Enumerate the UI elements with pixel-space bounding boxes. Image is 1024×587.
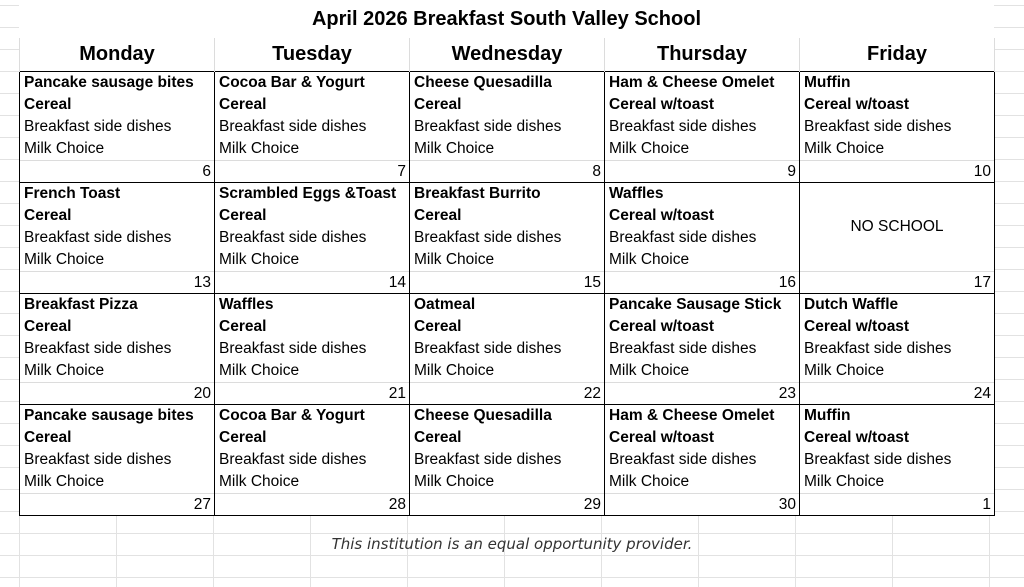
weekday-header-friday: Friday: [800, 38, 995, 72]
menu-sides: Breakfast side dishes: [804, 451, 952, 468]
menu-entree: Waffles: [219, 296, 274, 313]
menu-cereal: Cereal: [219, 318, 267, 335]
date-number: 13: [20, 271, 214, 293]
day-cell: [605, 405, 800, 516]
day-cell: [215, 183, 410, 294]
menu-entree: Cheese Quesadilla: [414, 407, 552, 424]
menu-cereal: Cereal: [219, 96, 267, 113]
weekday-header-wednesday: Wednesday: [410, 38, 605, 72]
menu-entree: Dutch Waffle: [804, 296, 899, 313]
date-number: 7: [215, 160, 409, 182]
menu-milk: Milk Choice: [414, 362, 495, 379]
date-number: 1: [800, 493, 994, 515]
menu-milk: Milk Choice: [609, 362, 690, 379]
date-number: 21: [215, 382, 409, 404]
no-school-note: NO SCHOOL: [850, 218, 944, 235]
menu-sides: Breakfast side dishes: [219, 451, 367, 468]
menu-entree: Pancake sausage bites: [24, 74, 194, 91]
menu-cereal: Cereal: [219, 429, 267, 446]
menu-sides: Breakfast side dishes: [414, 229, 562, 246]
date-number: 29: [410, 493, 604, 515]
day-cell: [215, 72, 410, 183]
day-cell: [20, 405, 215, 516]
date-number: 24: [800, 382, 994, 404]
date-number: 15: [410, 271, 604, 293]
menu-cereal: Cereal: [414, 207, 462, 224]
menu-entree: Breakfast Burrito: [414, 185, 541, 202]
menu-milk: Milk Choice: [804, 140, 885, 157]
week-row: [20, 294, 995, 405]
menu-milk: Milk Choice: [609, 140, 690, 157]
page-title: April 2026 Breakfast South Valley School: [19, 0, 994, 38]
menu-entree: Ham & Cheese Omelet: [609, 407, 775, 424]
day-cell: [20, 294, 215, 405]
day-cell: [410, 72, 605, 183]
menu-milk: Milk Choice: [414, 473, 495, 490]
menu-entree: Cocoa Bar & Yogurt: [219, 407, 365, 424]
menu-milk: Milk Choice: [219, 140, 300, 157]
day-cell: [410, 294, 605, 405]
day-cell: [800, 72, 995, 183]
menu-sides: Breakfast side dishes: [414, 340, 562, 357]
week-row: [20, 405, 995, 516]
menu-cereal: Cereal: [414, 96, 462, 113]
week-row: [20, 183, 995, 294]
menu-sides: Breakfast side dishes: [804, 340, 952, 357]
menu-sides: Breakfast side dishes: [219, 118, 367, 135]
menu-sides: Breakfast side dishes: [609, 229, 757, 246]
day-cell: [605, 294, 800, 405]
menu-milk: Milk Choice: [219, 362, 300, 379]
menu-sides: Breakfast side dishes: [609, 118, 757, 135]
date-number: 30: [605, 493, 799, 515]
date-number: 14: [215, 271, 409, 293]
day-cell: [20, 183, 215, 294]
menu-cereal: Cereal w/toast: [609, 207, 715, 224]
week-row: [20, 72, 995, 183]
menu-cereal: Cereal: [414, 318, 462, 335]
menu-sides: Breakfast side dishes: [414, 118, 562, 135]
date-number: 9: [605, 160, 799, 182]
menu-sides: Breakfast side dishes: [804, 118, 952, 135]
day-cell: [20, 72, 215, 183]
date-number: 22: [410, 382, 604, 404]
date-number: 23: [605, 382, 799, 404]
menu-milk: Milk Choice: [414, 251, 495, 268]
date-number: 10: [800, 160, 994, 182]
date-number: 6: [20, 160, 214, 182]
menu-entree: Waffles: [609, 185, 664, 202]
menu-sides: Breakfast side dishes: [24, 340, 172, 357]
menu-sides: Breakfast side dishes: [414, 451, 562, 468]
menu-milk: Milk Choice: [414, 140, 495, 157]
menu-milk: Milk Choice: [219, 473, 300, 490]
menu-cereal: Cereal w/toast: [804, 429, 910, 446]
menu-sides: Breakfast side dishes: [219, 229, 367, 246]
day-cell: [605, 183, 800, 294]
menu-cereal: Cereal: [24, 207, 72, 224]
menu-entree: Ham & Cheese Omelet: [609, 74, 775, 91]
menu-cereal: Cereal w/toast: [609, 318, 715, 335]
menu-milk: Milk Choice: [804, 473, 885, 490]
menu-milk: Milk Choice: [609, 251, 690, 268]
menu-milk: Milk Choice: [24, 251, 105, 268]
day-cell: [800, 294, 995, 405]
menu-cereal: Cereal: [219, 207, 267, 224]
menu-entree: Cheese Quesadilla: [414, 74, 552, 91]
menu-sides: Breakfast side dishes: [24, 229, 172, 246]
menu-cereal: Cereal w/toast: [609, 96, 715, 113]
menu-cereal: Cereal w/toast: [804, 318, 910, 335]
menu-milk: Milk Choice: [24, 473, 105, 490]
day-cell: [800, 405, 995, 516]
menu-sides: Breakfast side dishes: [24, 118, 172, 135]
breakfast-calendar: [19, 38, 995, 516]
day-cell: [605, 72, 800, 183]
date-number: 28: [215, 493, 409, 515]
day-cell: [410, 183, 605, 294]
menu-entree: French Toast: [24, 185, 121, 202]
menu-cereal: Cereal w/toast: [804, 96, 910, 113]
menu-cereal: Cereal: [24, 318, 72, 335]
menu-entree: Oatmeal: [414, 296, 476, 313]
menu-sides: Breakfast side dishes: [609, 451, 757, 468]
menu-milk: Milk Choice: [219, 251, 300, 268]
menu-entree: Muffin: [804, 407, 851, 424]
menu-cereal: Cereal: [414, 429, 462, 446]
menu-milk: Milk Choice: [24, 140, 105, 157]
menu-entree: Breakfast Pizza: [24, 296, 138, 313]
day-cell: [215, 294, 410, 405]
menu-entree: Pancake Sausage Stick: [609, 296, 782, 313]
day-cell: [800, 183, 995, 294]
menu-cereal: Cereal: [24, 429, 72, 446]
date-number: 8: [410, 160, 604, 182]
weekday-header-monday: Monday: [20, 38, 215, 72]
menu-milk: Milk Choice: [24, 362, 105, 379]
weekday-header-tuesday: Tuesday: [215, 38, 410, 72]
menu-entree: Cocoa Bar & Yogurt: [219, 74, 365, 91]
weekday-header-row: [20, 38, 995, 72]
day-cell: [215, 405, 410, 516]
day-cell: [410, 405, 605, 516]
menu-entree: Muffin: [804, 74, 851, 91]
menu-sides: Breakfast side dishes: [24, 451, 172, 468]
weekday-header-thursday: Thursday: [605, 38, 800, 72]
menu-entree: Scrambled Eggs &Toast: [219, 185, 397, 202]
menu-sides: Breakfast side dishes: [609, 340, 757, 357]
date-number: 20: [20, 382, 214, 404]
menu-sheet: [19, 0, 994, 516]
menu-cereal: Cereal w/toast: [609, 429, 715, 446]
menu-milk: Milk Choice: [804, 362, 885, 379]
menu-entree: Pancake sausage bites: [24, 407, 194, 424]
menu-sides: Breakfast side dishes: [219, 340, 367, 357]
date-number: 16: [605, 271, 799, 293]
menu-cereal: Cereal: [24, 96, 72, 113]
menu-milk: Milk Choice: [609, 473, 690, 490]
date-number: 27: [20, 493, 214, 515]
equal-opportunity-footer: This institution is an equal opportunity provider.: [331, 535, 693, 553]
date-number: 17: [800, 271, 994, 293]
